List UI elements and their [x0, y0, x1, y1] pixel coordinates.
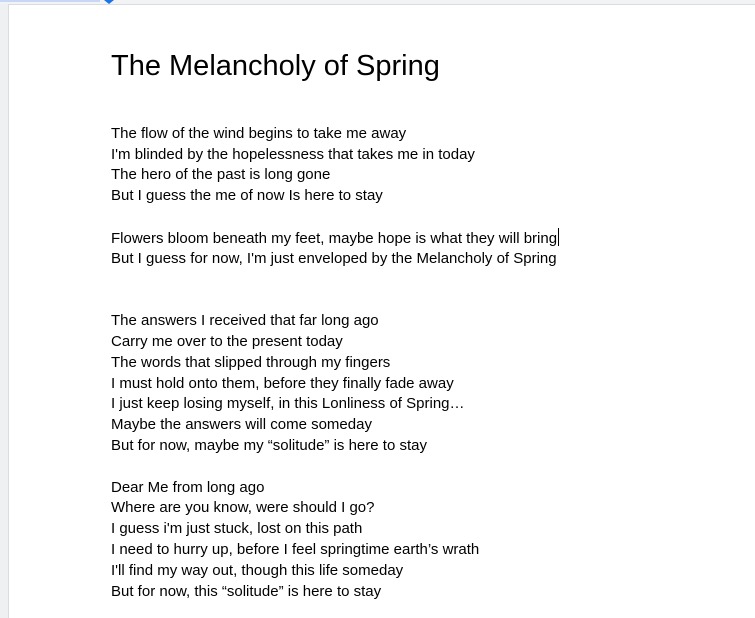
- indent-marker[interactable]: [104, 0, 114, 4]
- poem-line: The answers I received that far long ago: [111, 312, 379, 329]
- poem-line: I'll find my way out, though this life someday: [111, 562, 404, 579]
- text-cursor: [558, 228, 559, 246]
- poem-line: I guess i'm just stuck, lost on this path: [111, 520, 363, 537]
- ruler-margin-line: [0, 0, 100, 2]
- poem-line: Where are you know, were should I go?: [111, 499, 375, 516]
- poem-line: I just keep losing myself, in this Lonliness of Spring…: [111, 395, 465, 412]
- poem-line: The words that slipped through my fingers: [111, 354, 391, 371]
- document-title: The Melancholy of Spring: [111, 50, 440, 82]
- poem-line: I must hold onto them, before they finally fade away: [111, 375, 454, 392]
- poem-line: But I guess for now, I'm just enveloped by the Melancholy of Spring: [111, 250, 557, 267]
- poem-line: I'm blinded by the hopelessness that takes me in today: [111, 146, 475, 163]
- poem-line: I need to hurry up, before I feel springtime earth’s wrath: [111, 541, 480, 558]
- poem-line: But I guess the me of now Is here to stay: [111, 187, 383, 204]
- poem-line-text: Flowers bloom beneath my feet, maybe hope is what they will bring: [111, 230, 558, 247]
- poem-line: The flow of the wind begins to take me away: [111, 125, 407, 142]
- poem-line: Maybe the answers will come someday: [111, 416, 372, 433]
- document-page[interactable]: [9, 5, 755, 618]
- poem-line: But for now, maybe my “solitude” is here to stay: [111, 437, 427, 454]
- poem-line: Dear Me from long ago: [111, 479, 265, 496]
- left-gutter: [0, 4, 9, 618]
- poem-line: But for now, this “solitude” is here to stay: [111, 583, 382, 600]
- poem-line-with-cursor: [111, 228, 559, 249]
- poem-line: The hero of the past is long gone: [111, 166, 331, 183]
- poem-line: Carry me over to the present today: [111, 333, 343, 350]
